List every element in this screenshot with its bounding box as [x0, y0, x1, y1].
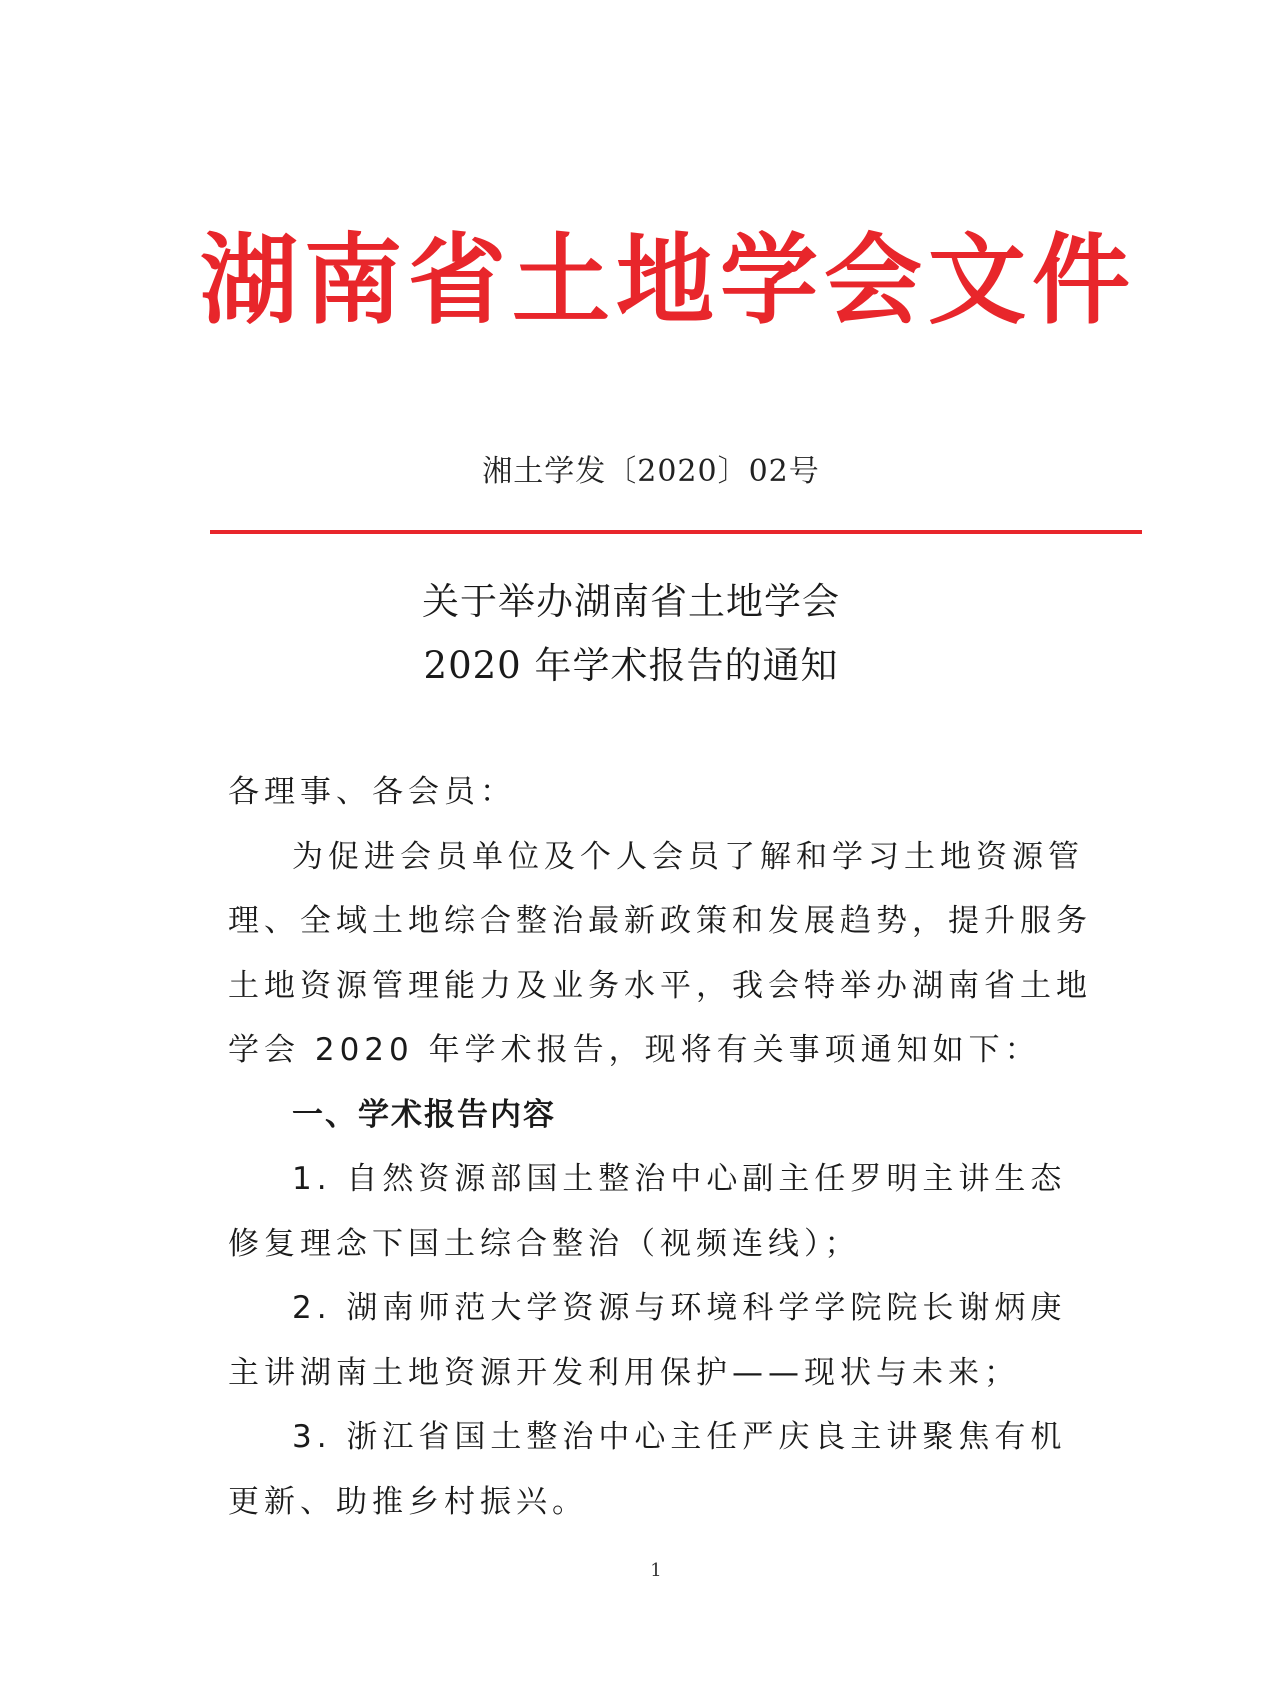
notice-body — [228, 760, 1092, 1534]
list-item: 3. 浙江省国土整治中心主任严庆良主讲聚焦有机更新、助推乡村振兴。 — [228, 1419, 1067, 1520]
notice-title — [0, 570, 1262, 698]
masthead-title: 湖南省土地学会文件 — [200, 224, 1137, 338]
red-divider — [210, 530, 1142, 534]
salutation: 各理事、各会员： — [228, 774, 516, 810]
notice-title-line-1: 关于举办湖南省土地学会 — [422, 580, 840, 623]
document-number: 湘土学发〔2020〕02号 — [482, 454, 820, 489]
notice-title-line-2: 2020 年学术报告的通知 — [423, 644, 839, 687]
page-number: 1 — [650, 1560, 662, 1581]
intro-paragraph: 为促进会员单位及个人会员了解和学习土地资源管理、全域土地综合整治最新政策和发展趋势，提升服务土地资源管理能力及业务水平，我会特举办湖南省土地学会 2020 年学术报告，现将有关事项通知如下： — [228, 838, 1092, 1068]
list-item: 1. 自然资源部国土整治中心副主任罗明主讲生态修复理念下国土综合整治（视频连线）； — [228, 1161, 1067, 1262]
section-heading: 一、学术报告内容 — [292, 1096, 556, 1133]
list-item: 2. 湖南师范大学资源与环境科学学院院长谢炳庚主讲湖南土地资源开发利用保护——现状与未来； — [228, 1290, 1067, 1391]
